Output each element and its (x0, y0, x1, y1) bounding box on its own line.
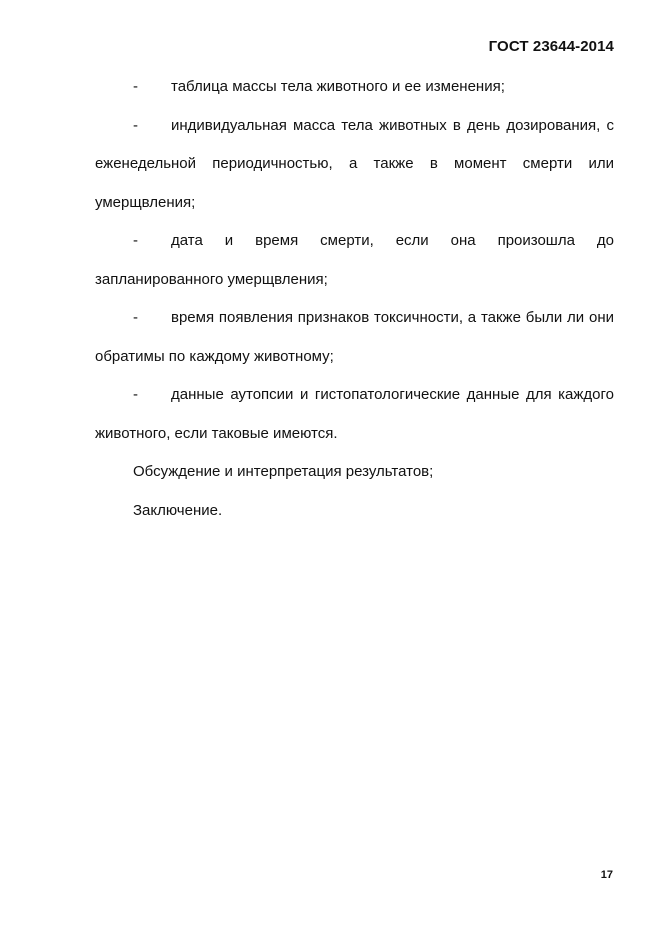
list-marker: - (133, 386, 138, 403)
page-number: 17 (600, 869, 613, 881)
list-marker: - (133, 78, 138, 95)
list-item (95, 107, 614, 223)
list-marker: - (133, 232, 138, 249)
conclusion-paragraph: Заключение. (133, 501, 223, 519)
list-marker: - (133, 116, 138, 134)
list-item-text: таблица массы тела животного и ее изменения; (171, 78, 505, 95)
list-item-text: время появления признаков токсичности, а также были ли они обратимы по каждому животному; (95, 309, 614, 365)
list-item-text: данные аутопсии и гистопатологические данные для каждого животного, если таковые имеются. (95, 386, 614, 442)
list-item (95, 68, 614, 107)
document-body (95, 68, 614, 530)
list-marker: - (133, 309, 138, 326)
discussion-paragraph: Обсуждение и интерпретация результатов; (133, 463, 434, 480)
list-item-text: индивидуальная масса тела животных в день дозирования, с еженедельной периодичностью, а также в момент смерти или умерщвления; (95, 116, 614, 211)
document-code: ГОСТ 23644-2014 (488, 38, 614, 55)
list-item (95, 299, 614, 376)
list-item (95, 376, 614, 453)
list-item-text: дата и время смерти, если она произошла до запланированного умерщвления; (95, 232, 614, 288)
list-item (95, 222, 614, 299)
